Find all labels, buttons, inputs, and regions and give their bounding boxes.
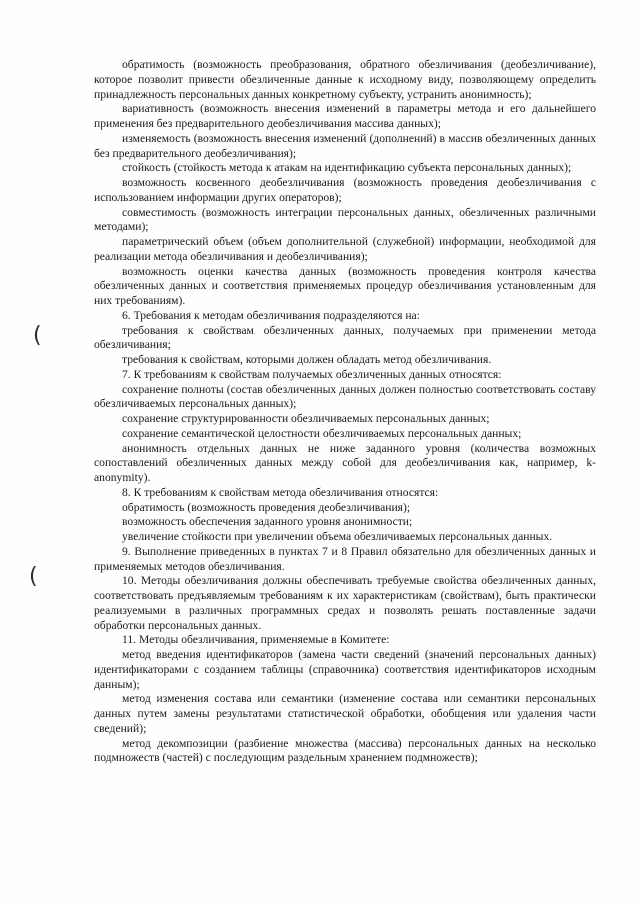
paragraph: возможность косвенного деобезличивания (возможность проведения деобезличивания с использованием информации других операторов); xyxy=(94,176,596,204)
paragraph: сохранение полноты (состав обезличенных данных должен полностью соответствовать составу обезличиваемых персональных данных); xyxy=(94,382,596,411)
section-paragraph: 10. Методы обезличивания должны обеспечивать требуемые свойства обезличенных данных, соответствовать предъявляемым требованиям к их характеристикам (свойствам), быть практически реализуемыми в различных программных средах и позволять решать поставленные задачи обработки персональных данных. xyxy=(94,574,596,632)
paragraph: требования к свойствам обезличенных данных, получаемых при применении метода обезличивания; xyxy=(94,323,596,352)
paragraph: возможность обеспечения заданного уровня анонимности; xyxy=(122,515,413,529)
paragraph: стойкость (стойкость метода к атакам на идентификацию субъекта персональных данных); xyxy=(122,161,572,175)
paragraph: метод декомпозиции (разбиение множества (массива) персональных данных на несколько подмножеств (частей) с последующим раздельным хранением подмножеств); xyxy=(94,736,596,765)
paragraph: обратимость (возможность проведения деобезличивания); xyxy=(122,500,411,514)
document-body xyxy=(94,58,596,766)
paragraph: совместимость (возможность интеграции персональных данных, обезличенных различными методами); xyxy=(94,205,596,234)
section-heading: 6. Требования к методам обезличивания подразделяются на: xyxy=(122,308,420,322)
paragraph: метод введения идентификаторов (замена части сведений (значений персональных данных) идентификаторами с созданием таблицы (справочника) соответствия идентификаторов исходным данным); xyxy=(94,648,596,691)
punch-hole-mark: ( xyxy=(33,323,42,348)
paragraph: параметрический объем (объем дополнительной (служебной) информации, необходимой для реализации метода обезличивания и деобезличивания); xyxy=(94,235,596,263)
paragraph: сохранение семантической целостности обезличиваемых персональных данных; xyxy=(122,426,522,440)
paragraph: обратимость (возможность преобразования, обратного обезличивания (деобезличивание), которое позволит привести обезличенные данные к исходному виду, позволяющему определить принадлежность персональных данных конкретному субъекту, устранить анонимность); xyxy=(94,58,596,101)
section-heading: 8. К требованиям к свойствам метода обезличивания относятся: xyxy=(122,485,439,499)
paragraph: сохранение структурированности обезличиваемых персональных данных; xyxy=(122,412,490,425)
section-heading: 7. К требованиям к свойствам получаемых обезличенных данных относятся: xyxy=(122,367,502,381)
paragraph: увеличение стойкости при увеличении объема обезличиваемых персональных данных. xyxy=(122,530,553,543)
paragraph: изменяемость (возможность внесения изменений (дополнений) в массив обезличенных данных без предварительного деобезличивания); xyxy=(94,131,596,160)
paragraph: метод изменения состава или семантики (изменение состава или семантики персональных данных путем замены результатами статистической обработки, обобщения или удаления части сведений); xyxy=(94,692,596,735)
paragraph: требования к свойствам, которыми должен обладать метод обезличивания. xyxy=(122,353,492,366)
paragraph: вариативность (возможность внесения изменений в параметры метода и его дальнейшего применения без предварительного деобезличивания массива данных); xyxy=(94,102,596,130)
punch-hole-mark: ( xyxy=(29,564,38,589)
paragraph: возможность оценки качества данных (возможность проведения контроля качества обезличенных данных и соответствия применяемых процедур обезличивания установленным для них требованиям). xyxy=(94,264,596,307)
section-paragraph: 9. Выполнение приведенных в пунктах 7 и 8 Правил обязательно для обезличенных данных и применяемых методов обезличивания. xyxy=(94,544,596,573)
paragraph: анонимность отдельных данных не ниже заданного уровня (количества возможных сопоставлений обезличенных данных между собой для деобезличивания как, например, k-anonymity). xyxy=(94,441,596,484)
section-heading: 11. Методы обезличивания, применяемые в Комитете: xyxy=(122,633,390,647)
